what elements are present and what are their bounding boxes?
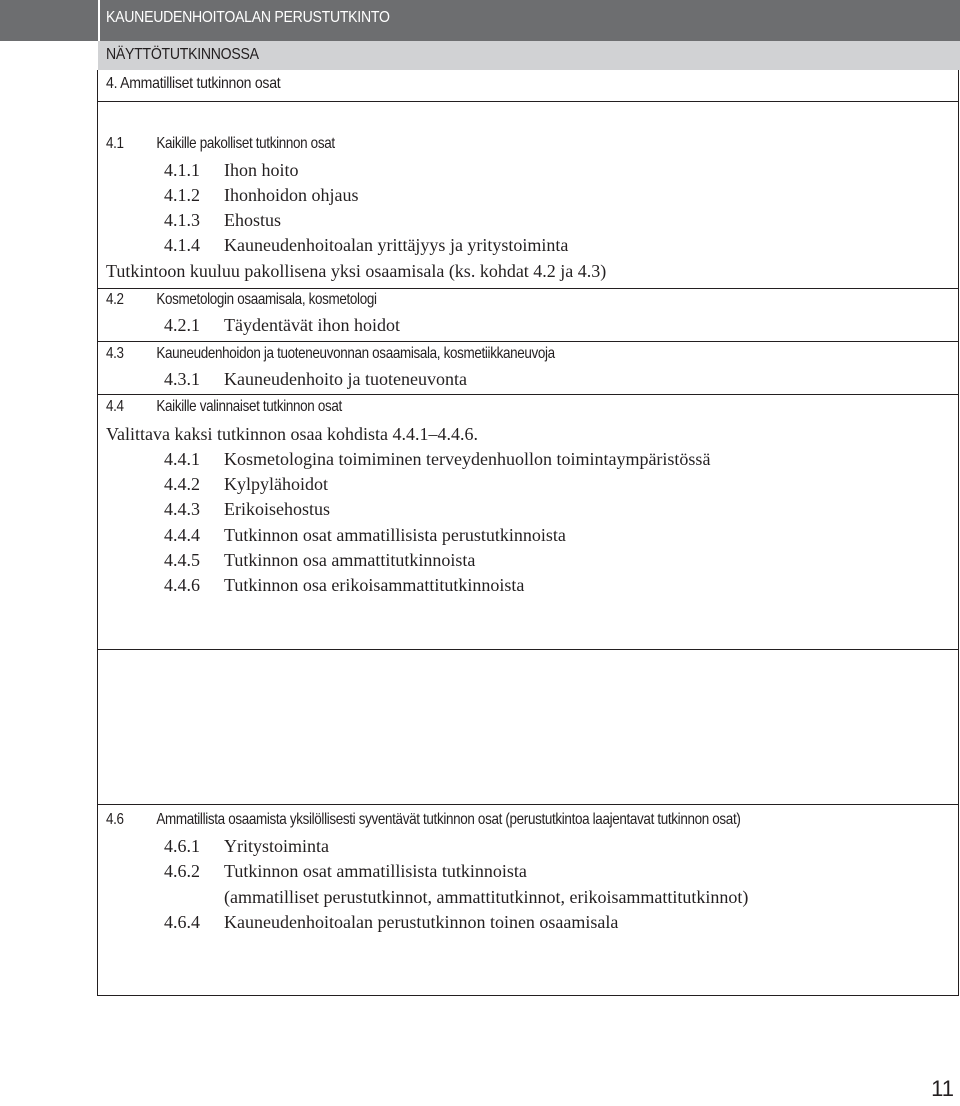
item-number: 4.6.4 bbox=[164, 912, 200, 932]
section-4-4-heading bbox=[106, 396, 342, 418]
list-item bbox=[164, 184, 359, 206]
item-text: Kylpylähoidot bbox=[224, 474, 328, 494]
item-number: 4.4.4 bbox=[164, 525, 200, 545]
list-item bbox=[164, 473, 328, 495]
section-number: 4.2 bbox=[106, 291, 124, 308]
item-text: Tutkinnon osat ammatillisista perustutkinnoista bbox=[224, 525, 566, 545]
table-right-border bbox=[958, 804, 959, 996]
section-title: Kaikille pakolliset tutkinnon osat bbox=[156, 135, 335, 152]
row-divider bbox=[97, 649, 959, 650]
table-left-border bbox=[97, 649, 98, 804]
item-number: 4.4.2 bbox=[164, 474, 200, 494]
row-divider bbox=[97, 101, 959, 102]
item-number: 4.1.1 bbox=[164, 160, 200, 180]
list-item bbox=[164, 860, 527, 882]
item-number: 4.1.3 bbox=[164, 210, 200, 230]
section-4-3-heading bbox=[106, 343, 555, 365]
section-heading: 4. Ammatilliset tutkinnon osat bbox=[106, 75, 281, 92]
item-number: 4.3.1 bbox=[164, 369, 200, 389]
list-item bbox=[164, 835, 329, 857]
list-item bbox=[164, 574, 524, 596]
item-text: Kauneudenhoito ja tuoteneuvonta bbox=[224, 369, 467, 389]
item-number: 4.4.5 bbox=[164, 550, 200, 570]
section-4-1-heading bbox=[106, 133, 335, 155]
section-note: Tutkintoon kuuluu pakollisena yksi osaamisala (ks. kohdat 4.2 ja 4.3) bbox=[106, 261, 607, 281]
list-item bbox=[164, 498, 330, 520]
row-divider bbox=[97, 341, 959, 342]
list-item bbox=[164, 234, 568, 256]
item-number: 4.1.4 bbox=[164, 235, 200, 255]
list-item bbox=[164, 549, 475, 571]
item-number: 4.4.6 bbox=[164, 575, 200, 595]
section-number: 4.6 bbox=[106, 811, 124, 828]
item-text: Tutkinnon osa ammattitutkinnoista bbox=[224, 550, 476, 570]
item-number: 4.2.1 bbox=[164, 315, 200, 335]
list-item bbox=[164, 159, 299, 181]
section-title: Kosmetologin osaamisala, kosmetologi bbox=[156, 291, 377, 308]
table-left-border bbox=[97, 804, 98, 996]
list-item bbox=[164, 368, 467, 390]
item-text: Kauneudenhoitoalan yrittäjyys ja yritystoiminta bbox=[224, 235, 569, 255]
row-divider bbox=[97, 804, 959, 805]
page-number: 11 bbox=[931, 1076, 954, 1101]
row-divider bbox=[97, 394, 959, 395]
list-item bbox=[164, 314, 400, 336]
table-right-border bbox=[958, 70, 959, 650]
item-text: Ihonhoidon ohjaus bbox=[224, 185, 359, 205]
document-title: KAUNEUDENHOITOALAN PERUSTUTKINTO bbox=[106, 9, 390, 26]
list-item bbox=[164, 524, 566, 546]
table-left-border bbox=[97, 70, 98, 650]
section-title: Kauneudenhoidon ja tuoteneuvonnan osaamisala, kosmetiikkaneuvoja bbox=[156, 345, 555, 362]
header-divider bbox=[98, 0, 100, 41]
item-text: Kauneudenhoitoalan perustutkinnon toinen osaamisala bbox=[224, 912, 619, 932]
item-text: Kosmetologina toimiminen terveydenhuollon toimintaympäristössä bbox=[224, 449, 711, 469]
table-right-border bbox=[958, 649, 959, 804]
item-text: Yritystoiminta bbox=[224, 836, 329, 856]
section-number: 4.3 bbox=[106, 345, 124, 362]
section-number: 4.1 bbox=[106, 135, 124, 152]
item-number: 4.6.1 bbox=[164, 836, 200, 856]
section-number: 4.4 bbox=[106, 398, 124, 415]
item-text: Tutkinnon osa erikoisammattitutkinnoista bbox=[224, 575, 525, 595]
list-item bbox=[164, 911, 618, 933]
item-number: 4.1.2 bbox=[164, 185, 200, 205]
item-text: Ehostus bbox=[224, 210, 282, 230]
item-number: 4.6.2 bbox=[164, 861, 200, 881]
section-title: Ammatillista osaamista yksilöllisesti syventävät tutkinnon osat (perustutkintoa laajentavat tutkinnon osat) bbox=[156, 811, 741, 828]
item-number: 4.4.3 bbox=[164, 499, 200, 519]
list-item bbox=[164, 209, 281, 231]
list-item bbox=[164, 886, 748, 908]
item-text: Tutkinnon osat ammatillisista tutkinnoista bbox=[224, 861, 527, 881]
section-4-2-heading bbox=[106, 289, 377, 311]
section-note: Valittava kaksi tutkinnon osaa kohdista 4.4.1–4.4.6. bbox=[106, 424, 478, 444]
section-title: Kaikille valinnaiset tutkinnon osat bbox=[156, 398, 342, 415]
list-item bbox=[164, 448, 710, 470]
item-text: Erikoisehostus bbox=[224, 499, 330, 519]
item-text: Täydentävät ihon hoidot bbox=[224, 315, 400, 335]
section-4-6-heading bbox=[106, 809, 740, 831]
item-text: Ihon hoito bbox=[224, 160, 299, 180]
row-divider bbox=[97, 995, 959, 996]
item-number: 4.4.1 bbox=[164, 449, 200, 469]
item-text: (ammatilliset perustutkinnot, ammattitutkinnot, erikoisammattitutkinnot) bbox=[224, 887, 749, 907]
document-subtitle: NÄYTTÖTUTKINNOSSA bbox=[106, 46, 259, 63]
